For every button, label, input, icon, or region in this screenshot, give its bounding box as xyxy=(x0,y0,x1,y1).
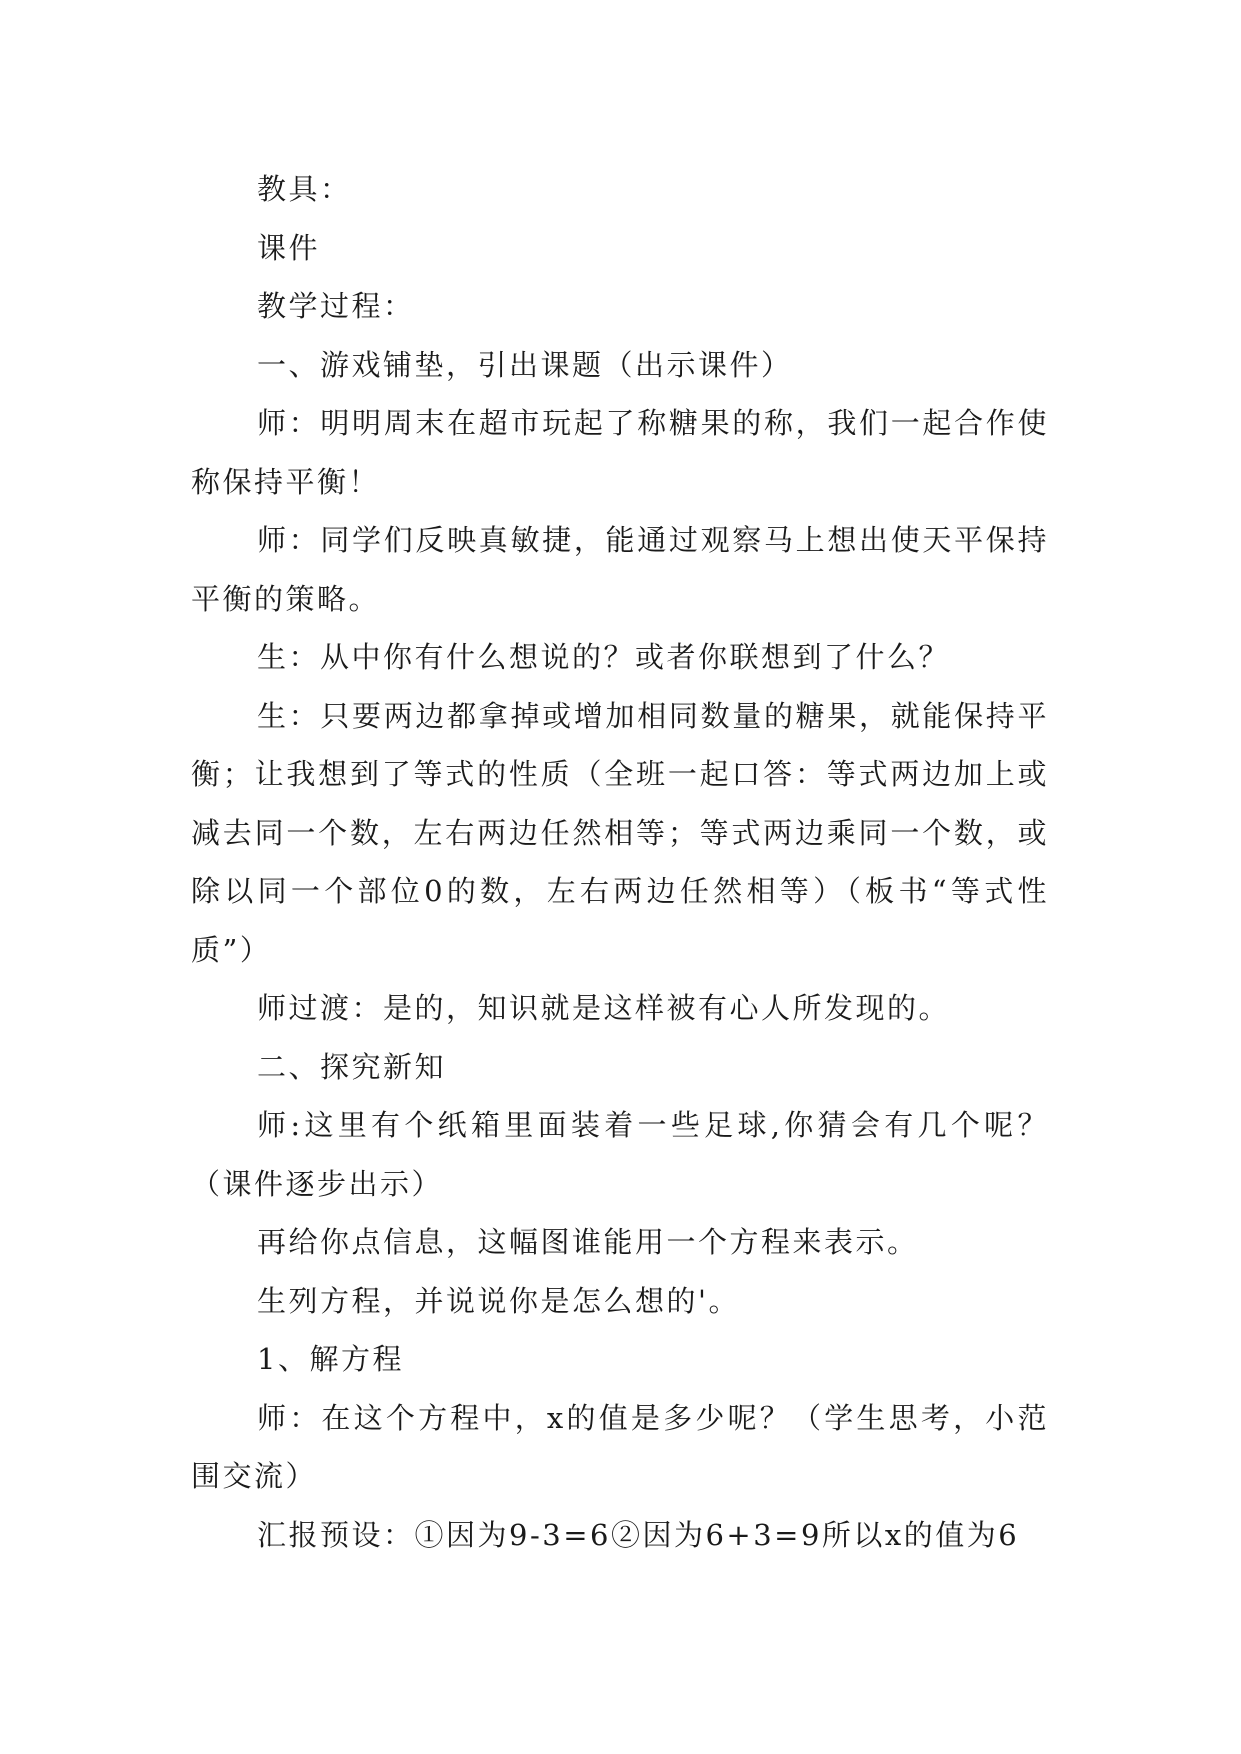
paragraph-teaching-process: 教学过程： xyxy=(257,289,415,323)
paragraph-student-1: 生：从中你有什么想说的？或者你联想到了什么？ xyxy=(257,640,951,674)
paragraph-teaching-aids: 教具： xyxy=(257,172,352,206)
paragraph-teacher-transition: 师过渡：是的，知识就是这样被有心人所发现的。 xyxy=(257,991,951,1025)
paragraph-teacher-4: 师：在这个方程中，x的值是多少呢？（学生思考，小范围交流） xyxy=(191,1400,1049,1493)
section-heading-2: 二、探究新知 xyxy=(257,1049,447,1084)
subsection-heading-1: 1、解方程 xyxy=(257,1342,404,1376)
paragraph-student-equation: 生列方程，并说说你是怎么想的'。 xyxy=(257,1283,740,1318)
paragraph-teacher-3: 师:这里有个纸箱里面装着一些足球,你猜会有几个呢？（课件逐步出示） xyxy=(191,1108,1049,1201)
section-heading-1: 一、游戏铺垫，引出课题（出示课件） xyxy=(257,347,793,382)
paragraph-report: 汇报预设：①因为9-3=6②因为6+3=9所以x的值为6 xyxy=(257,1517,1020,1552)
paragraph-teacher-2: 师：同学们反映真敏捷，能通过观察马上想出使天平保持平衡的策略。 xyxy=(191,523,1049,616)
paragraph-teacher-1: 师：明明周末在超市玩起了称糖果的称，我们一起合作使称保持平衡！ xyxy=(191,406,1049,499)
paragraph-info: 再给你点信息，这幅图谁能用一个方程来表示。 xyxy=(257,1225,919,1259)
document-body xyxy=(191,160,1049,1564)
paragraph-courseware: 课件 xyxy=(257,230,321,265)
paragraph-student-2: 生：只要两边都拿掉或增加相同数量的糖果，就能保持平衡；让我想到了等式的性质（全班一起口答：等式两边加上或减去同一个数，左右两边任然相等；等式两边乘同一个数，或除以同一个部位0的数，左右两边任然相等）（板书“等式性质”） xyxy=(191,698,1049,967)
